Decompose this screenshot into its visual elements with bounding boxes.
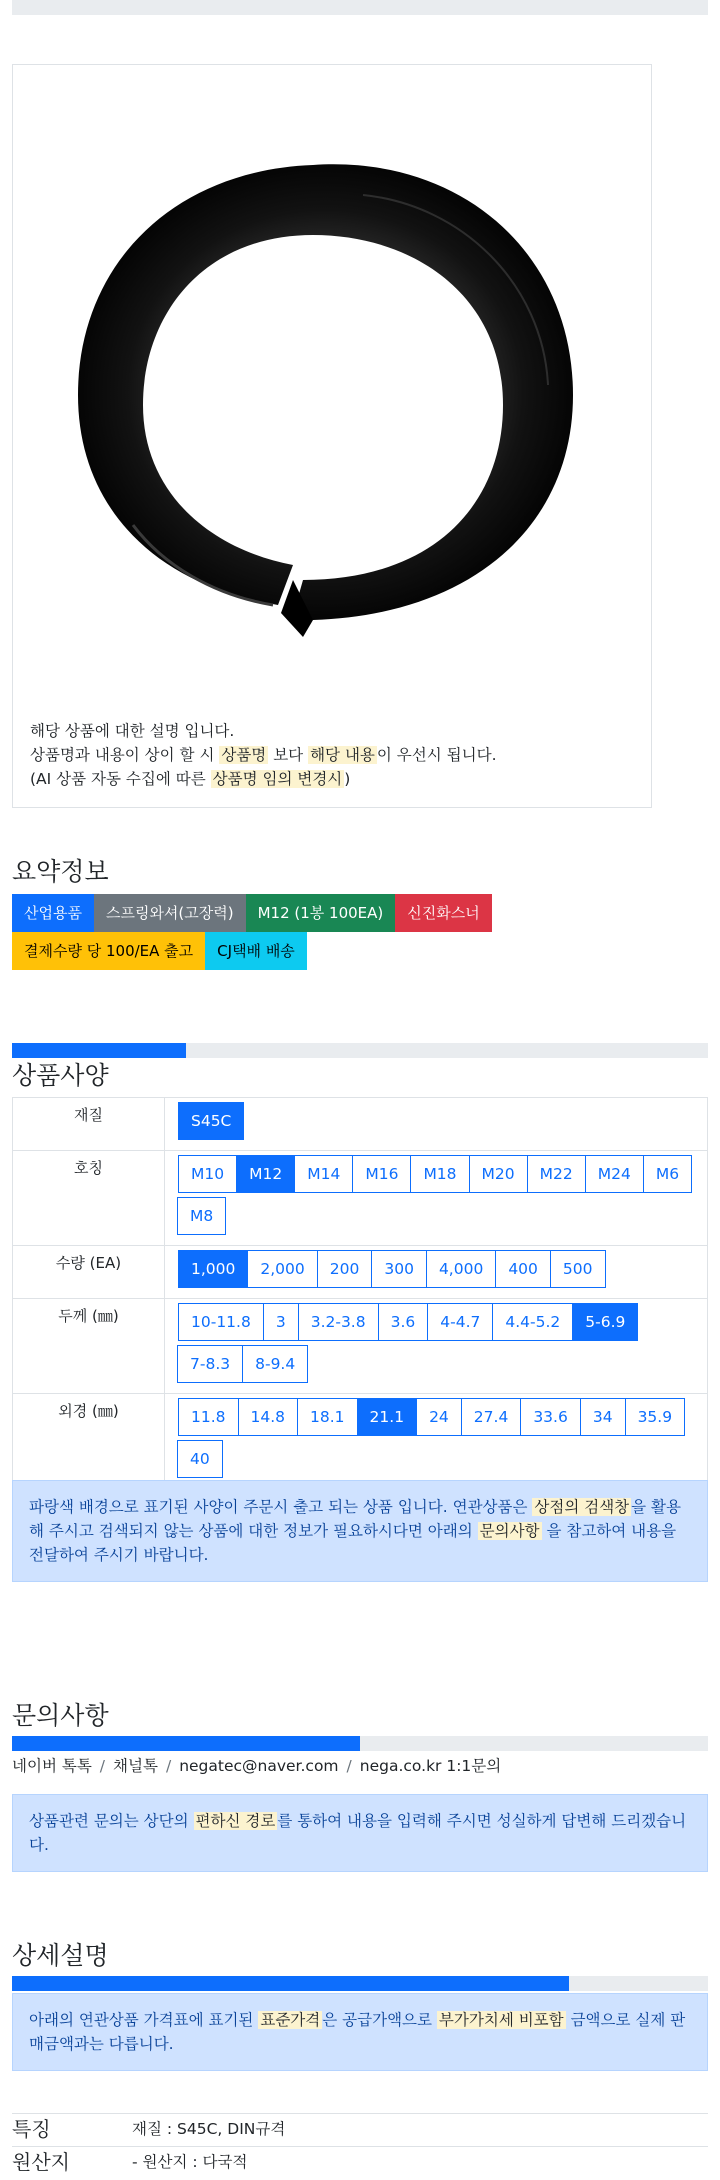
link-naver-talktalk[interactable]: 네이버 톡톡	[12, 1757, 92, 1775]
summary-title: 요약정보	[12, 857, 109, 886]
badge-delivery: CJ택배 배송	[205, 932, 307, 970]
link-separator: /	[165, 1757, 172, 1775]
feature-key: 원산지	[12, 2150, 70, 2174]
spec-options	[165, 1299, 708, 1394]
feature-value: 재질 : S45C, DIN규격	[132, 2120, 286, 2138]
highlight-product-name: 상품명	[221, 746, 267, 764]
spec-label: 수량 (EA)	[13, 1246, 165, 1299]
spec-option-button[interactable]: 40	[177, 1440, 223, 1478]
feature-row-origin	[12, 2146, 708, 2177]
spec-row	[13, 1151, 708, 1246]
spec-option-button[interactable]: 4.4-5.2	[492, 1303, 573, 1341]
link-email[interactable]: negatec@naver.com	[179, 1757, 339, 1775]
highlight-standard-price: 표준가격	[260, 2011, 321, 2029]
spec-label: 재질	[13, 1098, 165, 1151]
detail-title: 상세설명	[12, 1941, 109, 1970]
spec-option-button[interactable]: 4,000	[426, 1250, 496, 1288]
spec-option-button[interactable]: 400	[495, 1250, 551, 1288]
spec-option-button[interactable]: 11.8	[178, 1398, 239, 1436]
inquiry-notice	[12, 1794, 708, 1872]
spec-table	[12, 1097, 708, 1489]
spec-options	[165, 1098, 708, 1151]
spec-option-group	[178, 1398, 701, 1482]
summary-badges-row-2	[12, 932, 307, 970]
highlight-search-box: 상점의 검색창	[534, 1498, 630, 1516]
notice-text: 아래의 연관상품 가격표에 표기된	[29, 2011, 259, 2029]
notice-text: 금액으로 실제 판매금액과는 다릅니다.	[29, 2011, 686, 2053]
spec-label: 외경 (㎜)	[13, 1394, 165, 1489]
inquiry-links	[12, 1754, 501, 1776]
spec-option-button[interactable]: M14	[294, 1155, 353, 1193]
spec-option-button[interactable]: M24	[585, 1155, 644, 1193]
spec-option-group	[178, 1155, 701, 1239]
spec-option-button[interactable]: 33.6	[520, 1398, 581, 1436]
spec-option-button[interactable]: 10-11.8	[178, 1303, 264, 1341]
spec-option-button[interactable]: M6	[643, 1155, 692, 1193]
feature-key: 특징	[12, 2117, 51, 2141]
spec-option-button[interactable]: M22	[527, 1155, 586, 1193]
detail-progress-fill	[12, 1976, 569, 1991]
spec-label: 두께 (㎜)	[13, 1299, 165, 1394]
badge-shipping-qty: 결제수량 당 100/EA 출고	[12, 932, 205, 970]
description-text: 상품명과 내용이 상이 할 시	[30, 746, 220, 764]
spec-option-button[interactable]: 21.1	[357, 1398, 418, 1436]
spec-option-button[interactable]: S45C	[178, 1102, 244, 1140]
description-text: (AI 상품 자동 수집에 따른	[30, 770, 211, 788]
notice-text: 파랑색 배경으로 표기된 사양이 주문시 출고 되는 상품 입니다. 연관상품은	[29, 1498, 533, 1516]
spec-options	[165, 1394, 708, 1489]
spec-option-button[interactable]: M20	[469, 1155, 528, 1193]
spec-option-button[interactable]: M8	[177, 1197, 226, 1235]
description-line-1: 해당 상품에 대한 설명 입니다.	[30, 722, 235, 740]
badge-category: 산업용품	[12, 894, 94, 932]
spec-row	[13, 1299, 708, 1394]
spec-row	[13, 1098, 708, 1151]
product-card	[12, 64, 652, 808]
specs-progress	[12, 1043, 708, 1058]
spec-option-button[interactable]: M16	[352, 1155, 411, 1193]
product-description	[30, 719, 640, 791]
description-line-2	[30, 743, 640, 767]
top-progress-bar	[12, 0, 708, 15]
spec-option-group	[178, 1303, 701, 1387]
detail-notice	[12, 1993, 708, 2071]
badge-brand: 신진화스너	[395, 894, 491, 932]
feature-row-spec	[12, 2113, 708, 2144]
spec-option-group	[178, 1250, 701, 1292]
spec-option-button[interactable]: M18	[410, 1155, 469, 1193]
spec-option-button[interactable]: 3.6	[378, 1303, 429, 1341]
link-site-inquiry[interactable]: nega.co.kr 1:1문의	[359, 1757, 502, 1775]
spec-option-button[interactable]: 35.9	[625, 1398, 686, 1436]
highlight-content: 해당 내용	[310, 746, 375, 764]
spring-lock-washer-image	[13, 85, 653, 745]
spec-options	[165, 1151, 708, 1246]
spec-option-button[interactable]: 3	[263, 1303, 299, 1341]
notice-text: 을 활용해 주시고 검색되지 않는 상품에 대한 정보가 필요하시다면 아래의	[29, 1498, 682, 1540]
spec-option-button[interactable]: 3.2-3.8	[298, 1303, 379, 1341]
spec-option-button[interactable]: 24	[416, 1398, 462, 1436]
spec-option-button[interactable]: 8-9.4	[242, 1345, 308, 1383]
link-separator: /	[346, 1757, 352, 1775]
spec-option-button[interactable]: 500	[550, 1250, 606, 1288]
spec-options	[165, 1246, 708, 1299]
badge-subcategory: 스프링와셔(고장력)	[94, 894, 246, 932]
spec-option-button[interactable]: 14.8	[238, 1398, 299, 1436]
detail-progress	[12, 1976, 708, 1991]
notice-text: 상품관련 문의는 상단의	[29, 1812, 194, 1830]
description-line-3	[30, 767, 640, 791]
spec-row	[13, 1394, 708, 1489]
highlight-inquiry: 문의사항	[479, 1522, 540, 1540]
description-text: 보다	[268, 746, 309, 764]
link-channel-talk[interactable]: 채널톡	[113, 1757, 158, 1775]
highlight-contact-route: 편하신 경로	[195, 1812, 276, 1830]
notice-text: 를 통하여 내용을 입력해 주시면 성실하게 답변해 드리겠습니다.	[29, 1812, 687, 1854]
spec-row	[13, 1246, 708, 1299]
spec-option-group	[178, 1102, 701, 1144]
spec-option-button[interactable]: 18.1	[297, 1398, 358, 1436]
spec-option-button[interactable]: 4-4.7	[427, 1303, 493, 1341]
spec-option-button[interactable]: 34	[580, 1398, 626, 1436]
badge-size: M12 (1봉 100EA)	[246, 894, 396, 932]
inquiry-progress	[12, 1736, 708, 1751]
spec-option-button[interactable]: 1,000	[178, 1250, 248, 1288]
spec-option-button[interactable]: 300	[371, 1250, 427, 1288]
spec-label: 호칭	[13, 1151, 165, 1246]
inquiry-title: 문의사항	[12, 1701, 109, 1730]
spec-notice	[12, 1480, 708, 1582]
spec-option-button[interactable]: M10	[178, 1155, 237, 1193]
description-text: 이 우선시 됩니다.	[376, 746, 497, 764]
highlight-name-change: 상품명 임의 변경시	[212, 770, 343, 788]
link-separator: /	[99, 1757, 106, 1775]
spec-option-button[interactable]: 7-8.3	[177, 1345, 243, 1383]
highlight-vat-excluded: 부가가치세 비포함	[438, 2011, 564, 2029]
notice-text: 은 공급가액으로	[322, 2011, 437, 2029]
spec-option-button[interactable]: 2,000	[247, 1250, 317, 1288]
spec-option-button[interactable]: 5-6.9	[572, 1303, 638, 1341]
specs-title: 상품사양	[12, 1061, 109, 1090]
spec-option-button[interactable]: M12	[236, 1155, 295, 1193]
summary-badges-row-1	[12, 894, 492, 932]
notice-text: 을 참고하여 내용을 전달하여 주시기 바랍니다.	[29, 1522, 677, 1564]
feature-value: - 원산지 : 다국적	[132, 2153, 248, 2171]
description-text: )	[344, 770, 351, 788]
inquiry-progress-fill	[12, 1736, 360, 1751]
spec-option-button[interactable]: 27.4	[461, 1398, 522, 1436]
spec-option-button[interactable]: 200	[317, 1250, 373, 1288]
